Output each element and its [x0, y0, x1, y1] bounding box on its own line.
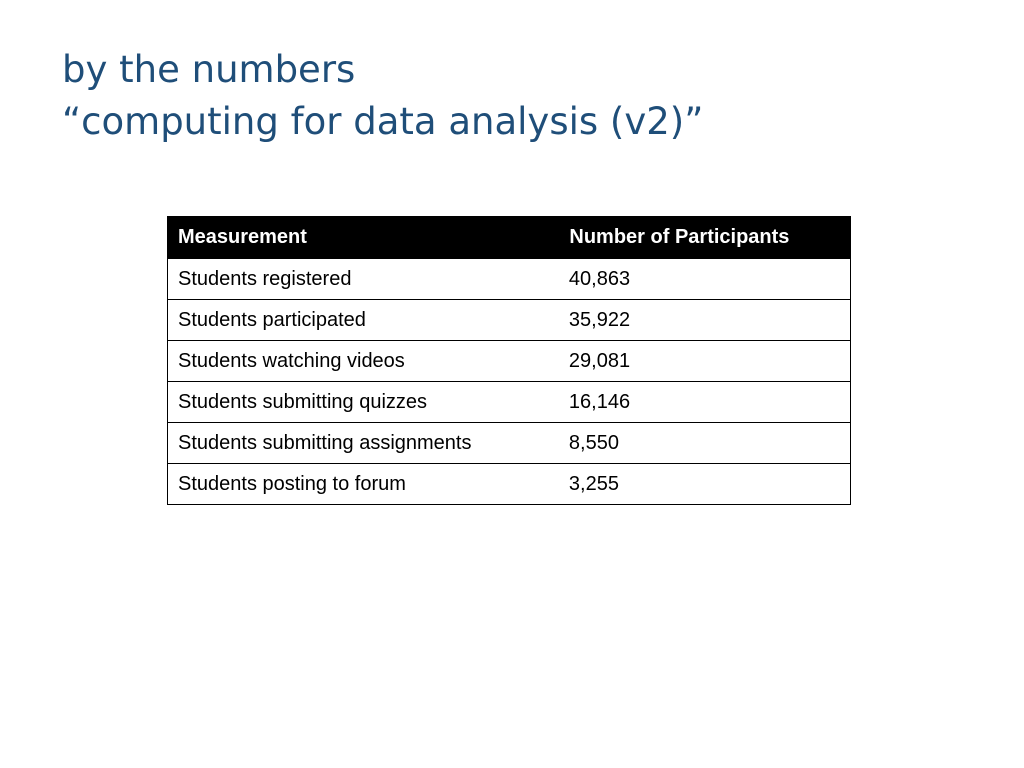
participants-cell: 8,550	[559, 423, 851, 464]
measurement-cell: Students submitting quizzes	[168, 382, 559, 423]
measurement-cell: Students posting to forum	[168, 464, 559, 505]
table-row	[168, 259, 851, 300]
table-row	[168, 423, 851, 464]
slide-title	[62, 44, 703, 148]
table-header	[168, 217, 851, 259]
measurement-cell: Students registered	[168, 259, 559, 300]
participants-table	[167, 216, 851, 505]
measurement-cell: Students submitting assignments	[168, 423, 559, 464]
participants-cell: 35,922	[559, 300, 851, 341]
participants-cell: 40,863	[559, 259, 851, 300]
participants-cell: 29,081	[559, 341, 851, 382]
measurement-cell: Students watching videos	[168, 341, 559, 382]
table-row	[168, 464, 851, 505]
participants-cell: 3,255	[559, 464, 851, 505]
measurement-cell: Students participated	[168, 300, 559, 341]
column-header-measurement: Measurement	[168, 217, 559, 259]
column-header-participants: Number of Participants	[559, 217, 851, 259]
table-row	[168, 382, 851, 423]
title-line-1: by the numbers	[62, 48, 356, 91]
table-row	[168, 300, 851, 341]
header-row	[168, 217, 851, 259]
participants-cell: 16,146	[559, 382, 851, 423]
table-row	[168, 341, 851, 382]
table-body	[168, 259, 851, 505]
title-line-2: “computing for data analysis (v2)”	[62, 100, 704, 143]
